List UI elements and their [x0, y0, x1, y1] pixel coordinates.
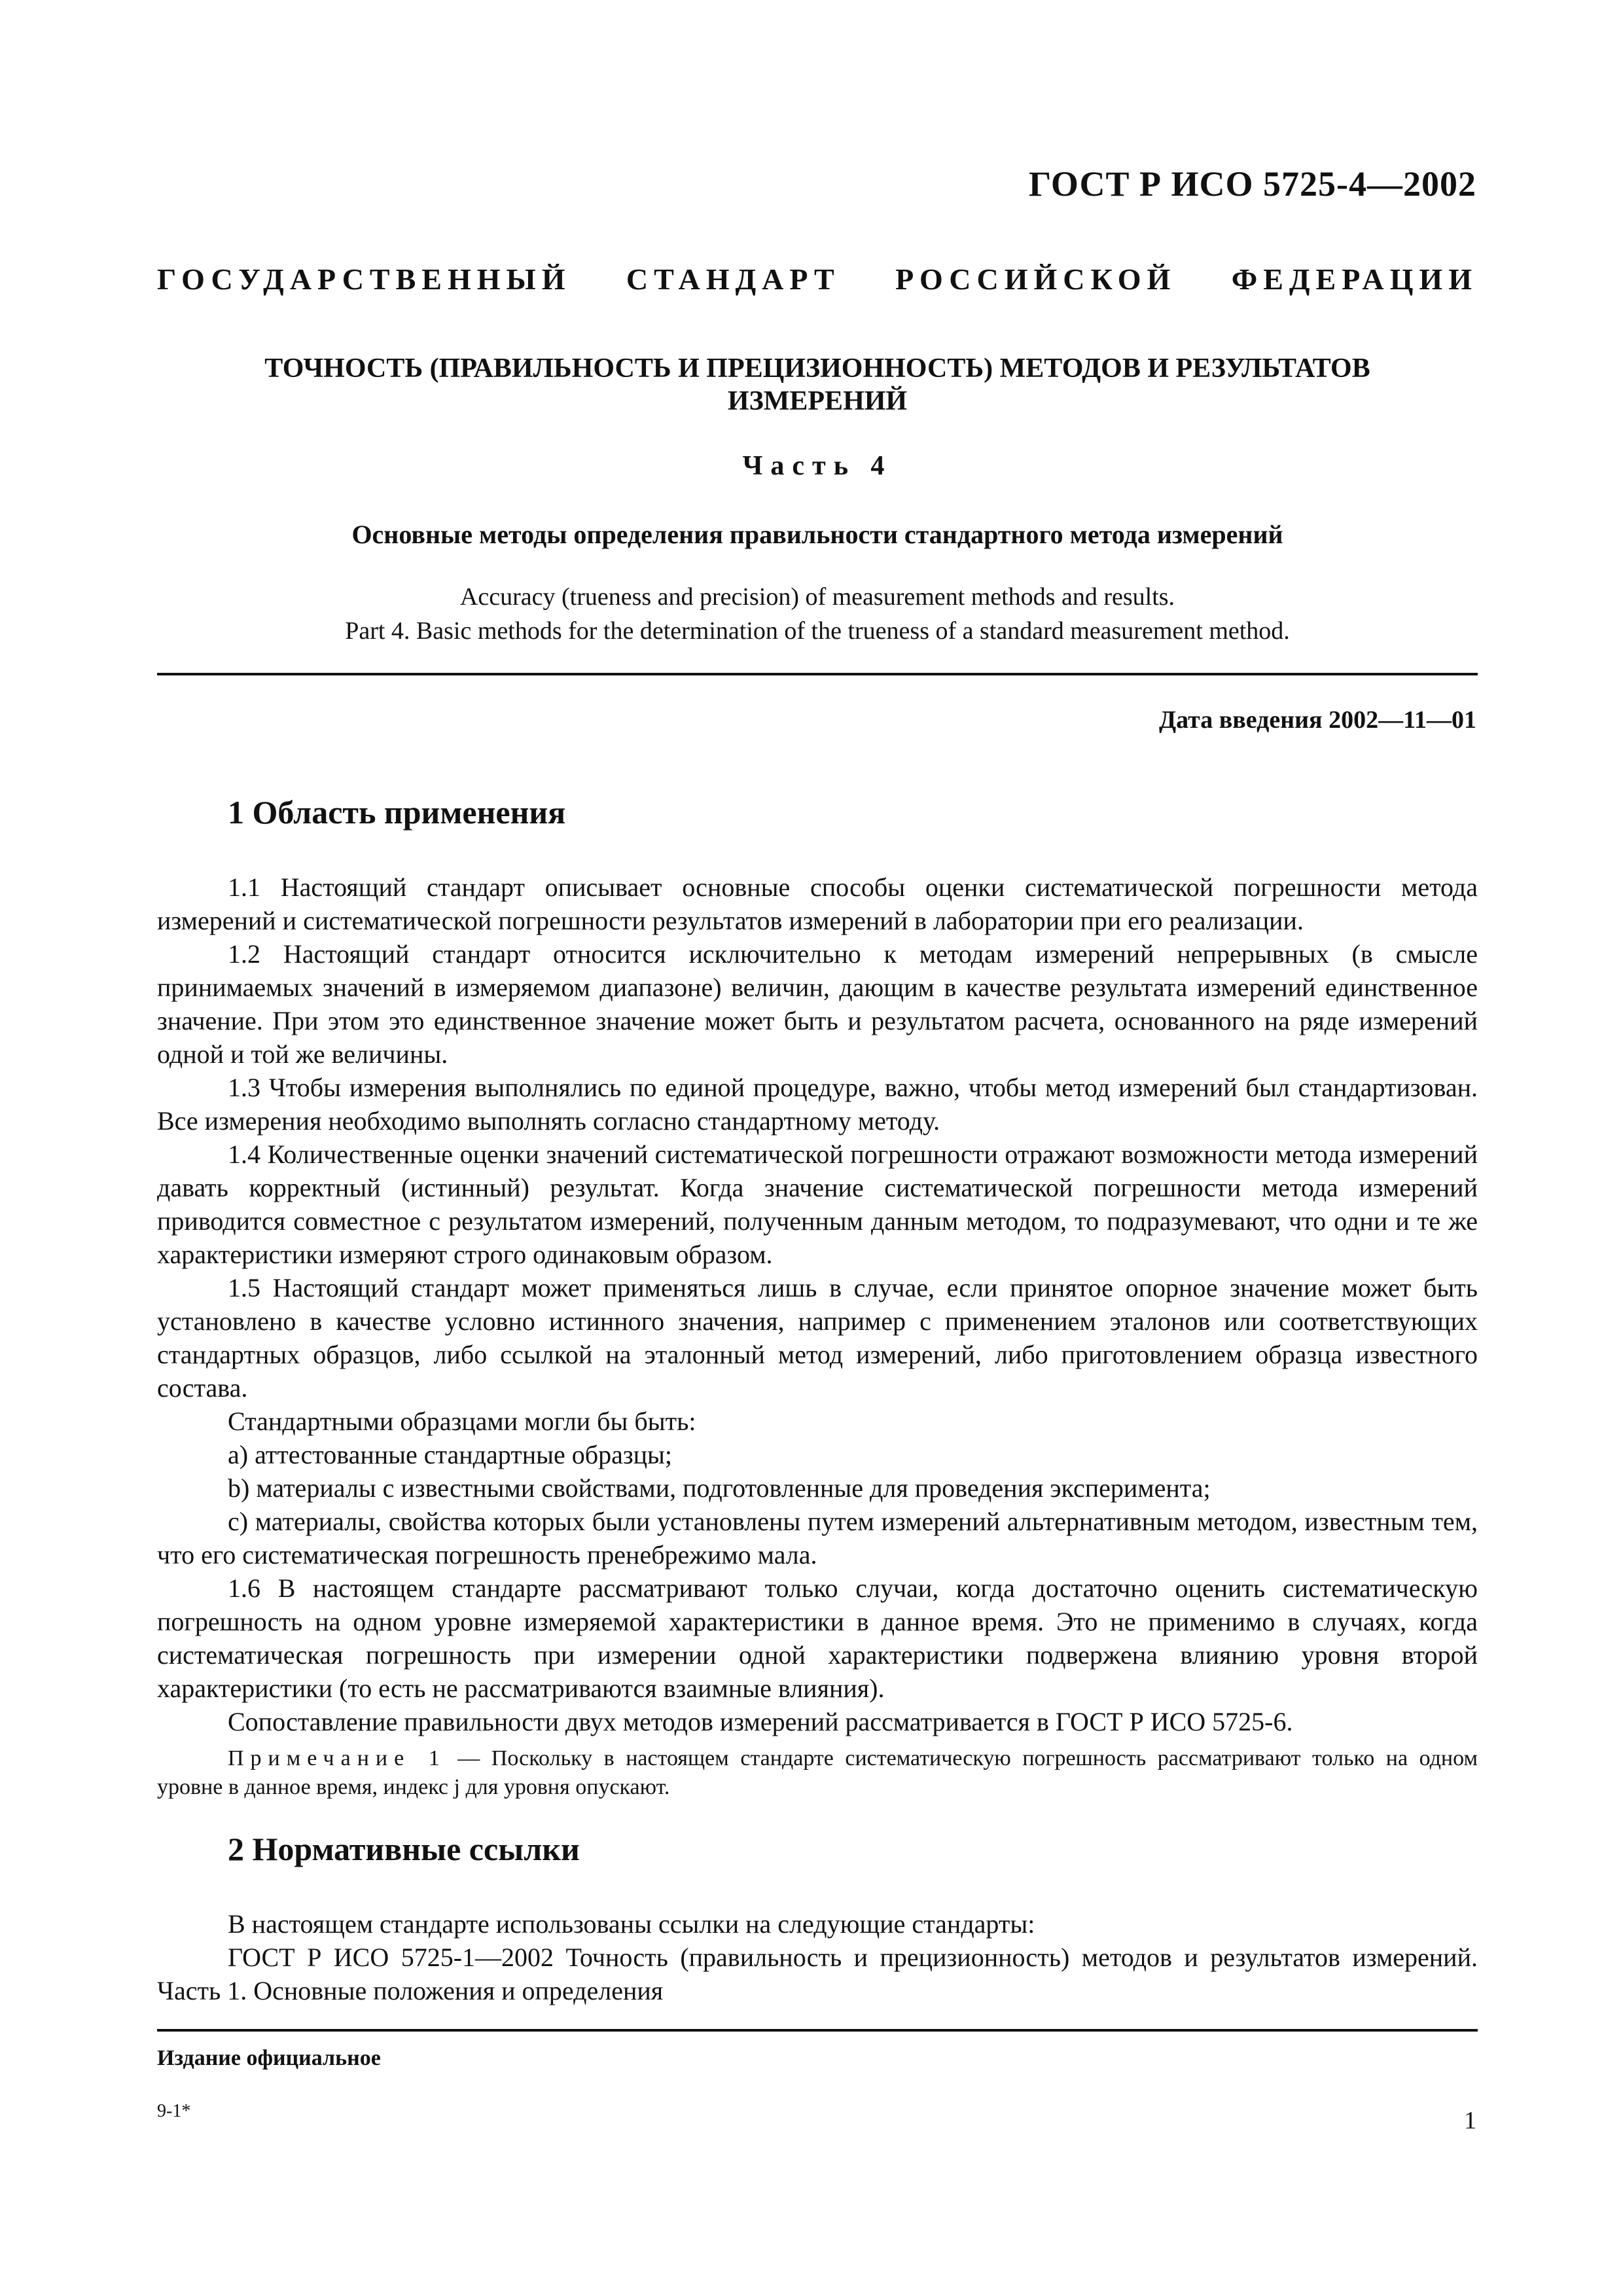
- paragraph: Стандартными образцами могли бы быть:: [228, 1407, 696, 1436]
- document-subtitle: Основные методы определения правильности стандартного метода измерений: [351, 520, 1283, 549]
- title-line-2: ИЗМЕРЕНИЙ: [727, 386, 908, 416]
- list-item: a) аттестованные стандартные образцы;: [228, 1440, 673, 1469]
- section-heading-normative-references: 2 Нормативные ссылки: [228, 1831, 580, 1867]
- divider-bottom: [157, 2029, 1478, 2032]
- title-line-1: ТОЧНОСТЬ (ПРАВИЛЬНОСТЬ И ПРЕЦИЗИОННОСТЬ) МЕТОДОВ И РЕЗУЛЬТАТОВ: [264, 353, 1370, 384]
- note-text: — Поскольку в настоящем стандарте систематическую погрешность рассматривают только на одном уровне в данное время, индекс j для уровня опускают.: [157, 1746, 1478, 1799]
- section-heading-scope: 1 Область применения: [228, 794, 566, 831]
- english-title-line-1: Accuracy (trueness and precision) of measurement methods and results.: [459, 583, 1175, 611]
- paragraph: 1.6 В настоящем стандарте рассматривают только случаи, когда достаточно оценить систематическую погрешность на одном уровне измеряемой характеристики в данное время. Это не применимо в случаях, когда систематическая погрешность при измерении одной характеристики подвержена влиянию уровня второй характеристики (то есть не рассматриваются взаимные влияния).: [157, 1573, 1478, 1703]
- english-title-line-2: Part 4. Basic methods for the determination of the trueness of a standard measurement method.: [345, 617, 1290, 645]
- paragraph: 1.3 Чтобы измерения выполнялись по единой процедуре, важно, чтобы метод измерений был стандартизован. Все измерения необходимо выполнять согласно стандартному методу.: [157, 1073, 1478, 1136]
- paragraph: В настоящем стандарте использованы ссылки на следующие стандарты:: [228, 1909, 1035, 1939]
- divider-top: [157, 673, 1478, 675]
- list-item: b) материалы с известными свойствами, подготовленные для проведения эксперимента;: [228, 1473, 1211, 1503]
- state-standard-heading: ГОСУДАРСТВЕННЫЙ СТАНДАРТ РОССИЙСКОЙ ФЕДЕРАЦИИ: [157, 262, 1478, 296]
- section-scope-body: [157, 870, 1478, 1738]
- section-references-body: [157, 1907, 1478, 2007]
- paragraph: 1.2 Настоящий стандарт относится исключительно к методам измерений непрерывных (в смысле принимаемых значений в измеряемом диапазоне) величин, дающим в качестве результата измерений единственное значение. При этом это единственное значение может быть и результатом расчета, основанного на ряде измерений одной и той же величины.: [157, 939, 1478, 1069]
- note-label: Примечание 1: [228, 1746, 446, 1770]
- part-label: Часть 4: [742, 451, 893, 481]
- english-title: [157, 580, 1478, 648]
- sheet-code: 9-1*: [157, 2101, 191, 2121]
- edition-label: Издание официальное: [157, 2046, 381, 2070]
- paragraph: 1.4 Количественные оценки значений систематической погрешности отражают возможности метода измерений давать корректный (истинный) результат. Когда значение систематической погрешности метода измерений приводится совместное с результатом измерений, полученным данным методом, то подразумевают, что одни и те же характеристики измеряют строго одинаковым образом.: [157, 1139, 1478, 1269]
- page-number: 1: [1464, 2107, 1476, 2134]
- introduction-date: Дата введения 2002—11—01: [1158, 706, 1476, 734]
- list-item: c) материалы, свойства которых были установлены путем измерений альтернативным методом, известным тем, что его систематическая погрешность пренебрежимо мала.: [157, 1507, 1478, 1570]
- paragraph: 1.1 Настоящий стандарт описывает основные способы оценки систематической погрешности метода измерений и систематической погрешности результатов измерений в лаборатории при его реализации.: [157, 872, 1478, 935]
- paragraph: 1.5 Настоящий стандарт может применяться лишь в случае, если принятое опорное значение может быть установлено в качестве условно истинного значения, например с применением эталонов или соответствующих стандартных образцов, либо ссылкой на эталонный метод измерений, либо приготовлением образца известного состава.: [157, 1273, 1478, 1403]
- gost-code: ГОСТ Р ИСО 5725-4—2002: [1028, 164, 1476, 204]
- paragraph: Сопоставление правильности двух методов измерений рассматривается в ГОСТ Р ИСО 5725-6.: [228, 1707, 1293, 1736]
- paragraph: ГОСТ Р ИСО 5725-1—2002 Точность (правильность и прецизионность) методов и результатов измерений. Часть 1. Основные положения и определения: [157, 1943, 1478, 2005]
- note-1: [157, 1744, 1478, 1802]
- document-title: [157, 352, 1478, 418]
